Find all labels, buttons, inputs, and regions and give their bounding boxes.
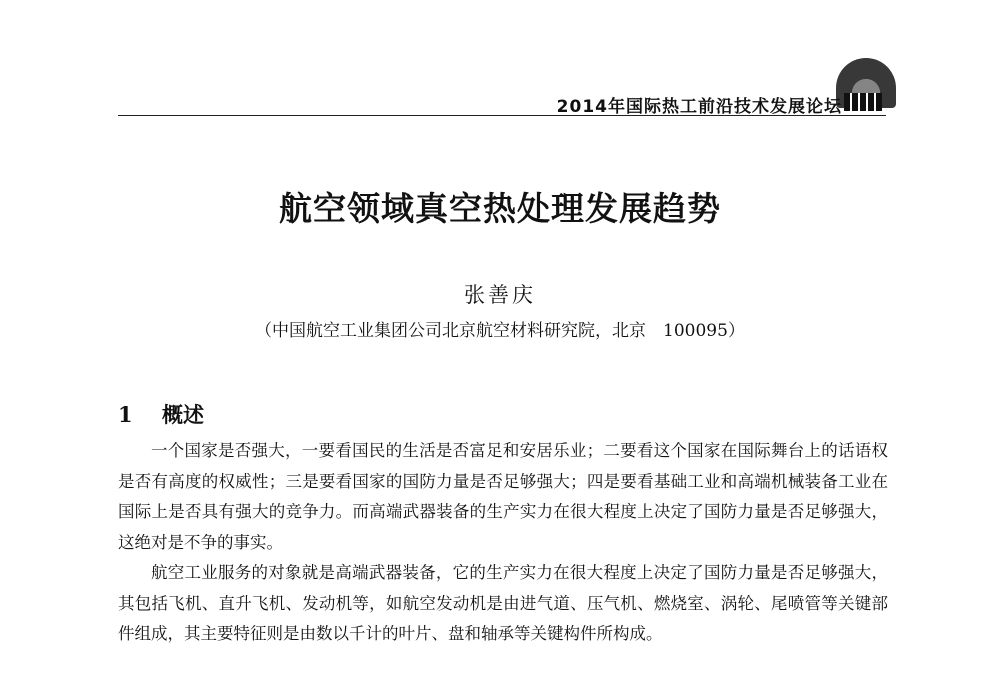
section-heading [118,399,204,429]
author-name: 张善庆 [464,283,536,307]
section-title: 概述 [162,402,204,427]
author-affiliation: （中国航空工业集团公司北京航空材料研究院，北京 100095） [255,321,745,341]
body-text [118,436,888,650]
section-number: 1 [118,402,133,427]
header-rule [118,115,886,116]
paragraph: 航空工业服务的对象就是高端武器装备，它的生产实力在很大程度上决定了国防力量是否足够强大，其包括飞机、直升飞机、发动机等，如航空发动机是由进气道、压气机、燃烧室、涡轮、尾喷管等关键部件组成，其主要特征则是由数以千计的叶片、盘和轴承等关键构件所构成。 [118,563,888,643]
running-header-title: 2014年国际热工前沿技术发展论坛 [556,97,842,117]
paragraph: 一个国家是否强大，一要看国民的生活是否富足和安居乐业；二要看这个国家在国际舞台上的话语权是否有高度的权威性；三是要看国家的国防力量是否足够强大；四是要看基础工业和高端机械装备工业在国际上是否具有强大的竞争力。而高端武器装备的生产实力在很大程度上决定了国防力量是否足够强大，这绝对是不争的事实。 [118,441,888,552]
header-barcode-mark [844,93,882,111]
paper-title: 航空领域真空热处理发展趋势 [279,189,721,228]
